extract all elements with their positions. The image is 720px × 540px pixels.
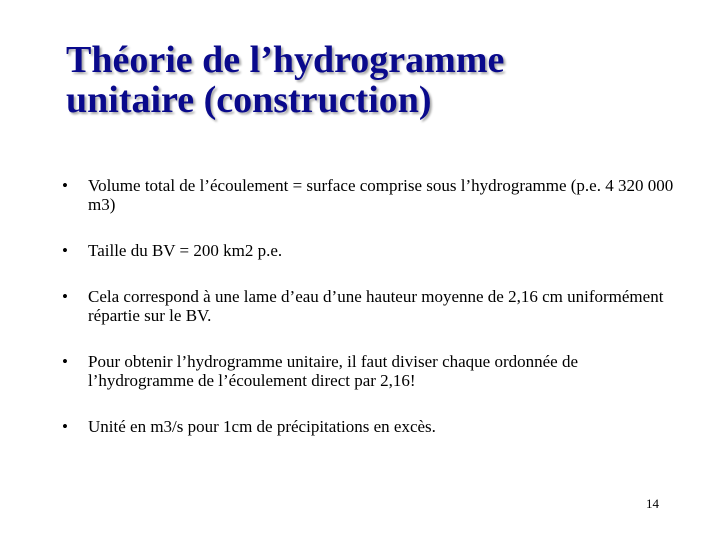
bullet-text: Unité en m3/s pour 1cm de précipitations en excès. <box>88 417 436 436</box>
bullet-icon: • <box>62 352 68 371</box>
bullet-item-water-depth <box>58 287 678 325</box>
bullet-text: Volume total de l’écoulement = surface comprise sous l’hydrogramme (p.e. 4 320 000 m3) <box>88 176 674 214</box>
slide-title <box>66 40 686 120</box>
bullet-list <box>58 176 678 436</box>
slide-title-line-2: unitaire (construction) <box>66 79 432 121</box>
bullet-item-basin-size <box>58 241 678 260</box>
bullet-icon: • <box>62 176 68 195</box>
bullet-icon: • <box>62 417 68 436</box>
bullet-text: Pour obtenir l’hydrogramme unitaire, il faut diviser chaque ordonnée de l’hydrogramme de l’écoulement direct par 2,16! <box>88 352 579 390</box>
bullet-item-divide-ordinates <box>58 352 678 390</box>
bullet-text: Cela correspond à une lame d’eau d’une hauteur moyenne de 2,16 cm uniformément répartie sur le BV. <box>88 287 664 325</box>
bullet-text: Taille du BV = 200 km2 p.e. <box>88 241 283 260</box>
page-number: 14 <box>646 496 659 511</box>
bullet-icon: • <box>62 287 68 306</box>
bullet-icon: • <box>62 241 68 260</box>
bullet-item-unit <box>58 417 678 436</box>
slide-title-line-1: Théorie de l’hydrogramme <box>66 39 505 81</box>
bullet-item-total-volume <box>58 176 678 214</box>
